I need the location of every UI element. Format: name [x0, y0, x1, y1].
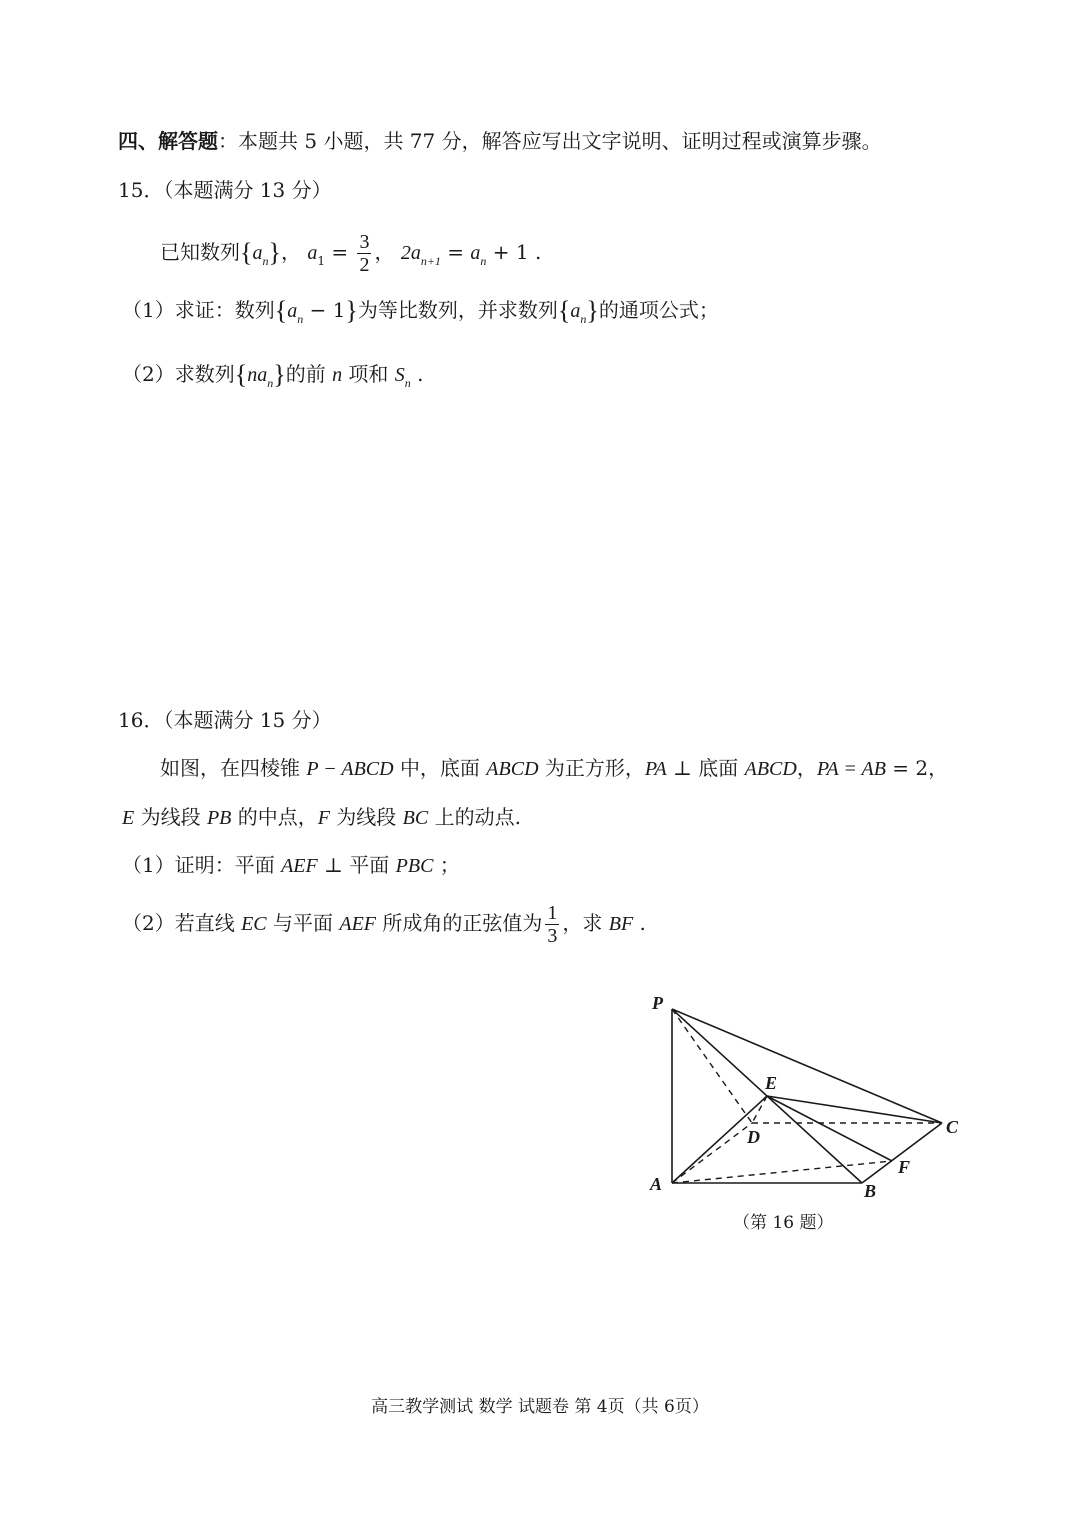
- q16-s1e: 为正方形，: [544, 756, 645, 780]
- q16-p2e: 所成角的正弦值为: [376, 911, 543, 935]
- label-B: B: [864, 1181, 877, 1201]
- q15-a1-sub: 1: [317, 254, 325, 268]
- q16-p2d: AEF: [339, 913, 377, 935]
- label-D: D: [747, 1127, 760, 1147]
- q15-stem-prefix: 已知数列: [160, 240, 240, 264]
- q16-p1b: AEF: [281, 855, 318, 877]
- q16-p1d: PBC: [395, 855, 434, 877]
- figure-caption: （第 16 题）: [733, 1213, 834, 1233]
- q15-part1: （1）求证：数列$\{a_n - 1\}$为等比数列，并求数列$\{a_n\}$的通项公式；: [122, 296, 719, 326]
- q16-s2g: BC: [402, 807, 429, 829]
- q16-p2f: ，求: [562, 911, 609, 935]
- page-footer: 高三教学测试 数学 试题卷 第 4页（共 6页）: [371, 1397, 709, 1417]
- q16-stem-line1: [160, 753, 948, 784]
- q16-s2f: 为线段: [329, 805, 403, 829]
- q16-frac-den: 3: [547, 925, 558, 947]
- q16-s1g: ⊥ 底面: [666, 756, 745, 780]
- q15-p2-end: .: [410, 362, 424, 386]
- q16-s2b: 为线段: [134, 805, 207, 829]
- q15-rec-tail: + 1 .: [486, 240, 542, 264]
- q15-a1: a: [307, 242, 318, 264]
- q16-s2h: 上的动点.: [428, 805, 521, 829]
- q15-p1-seq2: a: [570, 300, 581, 322]
- q15-rec-lhs: 2a: [400, 242, 421, 264]
- q15-rec-lhs-sub: n+1: [420, 254, 441, 268]
- q16-s1k: = 2，: [885, 756, 949, 780]
- pyramid-figure: [630, 985, 980, 1205]
- q16-s2d: 的中点，: [231, 805, 318, 829]
- label-E: E: [765, 1073, 778, 1093]
- q15-frac-den: 2: [359, 254, 370, 276]
- q15-p1-label: （1）求证：数列: [122, 298, 275, 322]
- q16-p2g: BF: [608, 913, 634, 935]
- q15-p2-n: n: [332, 364, 343, 386]
- section-title: 四、解答题: [118, 129, 218, 153]
- q15-comma-2: ，: [374, 240, 395, 264]
- q16-s1a: 如图，在四棱锥: [160, 756, 300, 780]
- q16-stem-line2: [122, 802, 521, 833]
- q15-seq-a: a: [252, 242, 263, 264]
- q15-eq: =: [324, 240, 355, 264]
- q16-s1c: 中，底面: [399, 756, 480, 780]
- q15-p1-seq-tail: − 1: [303, 298, 346, 322]
- q15-p1-seq2-sub: n: [580, 312, 587, 326]
- q16-s1b: P − ABCD: [306, 758, 394, 780]
- q16-p2a: （2）若直线: [122, 911, 242, 935]
- q16-s1j: PA = AB: [816, 758, 886, 780]
- q16-s1f: PA: [644, 758, 667, 780]
- q15-p1-seq-sub: n: [297, 312, 304, 326]
- q16-p2c: 与平面: [266, 911, 340, 935]
- q15-rec-rhs: a: [470, 242, 481, 264]
- label-C: C: [946, 1117, 959, 1137]
- q15-fraction: [357, 231, 371, 276]
- q15-p2-S: S: [394, 364, 405, 386]
- q16-frac-num: 1: [547, 902, 558, 924]
- q16-fraction: [545, 902, 559, 947]
- q15-p2-seq-sub: n: [267, 376, 274, 390]
- q15-p1-mid: 为等比数列，并求数列: [357, 298, 558, 322]
- label-A: A: [650, 1174, 663, 1194]
- edge-ED: [752, 1096, 767, 1123]
- q15-part2: （2）求数列$\{na_n\}$的前 n 项和 $S_n$ .: [122, 360, 424, 390]
- q16-p2b: EC: [241, 913, 267, 935]
- q15-frac-num: 3: [359, 231, 370, 253]
- q15-p2-seq: na: [247, 364, 268, 386]
- q15-seq-a-sub: n: [262, 254, 269, 268]
- q16-p2h: .: [633, 911, 646, 935]
- q16-s1i: ，: [796, 756, 817, 780]
- q16-p1c: ⊥ 平面: [317, 853, 396, 877]
- section-heading: [118, 126, 882, 156]
- q16-part1: [122, 850, 460, 881]
- label-F: F: [898, 1157, 911, 1177]
- q15-header: 15．（本题满分 13 分）: [118, 178, 332, 202]
- q16-s1d: ABCD: [486, 758, 539, 780]
- q16-s2e: F: [317, 807, 330, 829]
- q15-rec-rhs-sub: n: [480, 254, 487, 268]
- q15-p2-S-sub: n: [404, 376, 411, 390]
- section-instruction: ：本题共 5 小题，共 77 分，解答应写出文字说明、证明过程或演算步骤。: [218, 129, 882, 153]
- q16-s2c: PB: [206, 807, 232, 829]
- label-P: P: [652, 993, 663, 1013]
- q16-header: 16．（本题满分 15 分）: [118, 708, 332, 732]
- q16-s1h: ABCD: [744, 758, 797, 780]
- q15-rec-eq: =: [440, 240, 471, 264]
- q15-comma: ，: [280, 240, 301, 264]
- q16-p1e: ；: [433, 853, 460, 877]
- q15-p2-mid2: 项和: [348, 362, 389, 386]
- edge-AD: [672, 1123, 752, 1183]
- q15-p2-label: （2）求数列: [122, 362, 235, 386]
- q15-stem: 已知数列$\{a_n\}$， $a_1$ = $\frac{3}{2}$ ， $2a_{n+1} = a_n + 1$ .: [160, 231, 542, 276]
- q15-p1-seq: a: [287, 300, 298, 322]
- q15-p1-end: 的通项公式；: [598, 298, 719, 322]
- q15-p2-mid: 的前: [285, 362, 326, 386]
- q16-p1a: （1）证明：平面: [122, 853, 282, 877]
- q16-part2: [122, 897, 646, 949]
- q16-s2a: E: [122, 807, 135, 829]
